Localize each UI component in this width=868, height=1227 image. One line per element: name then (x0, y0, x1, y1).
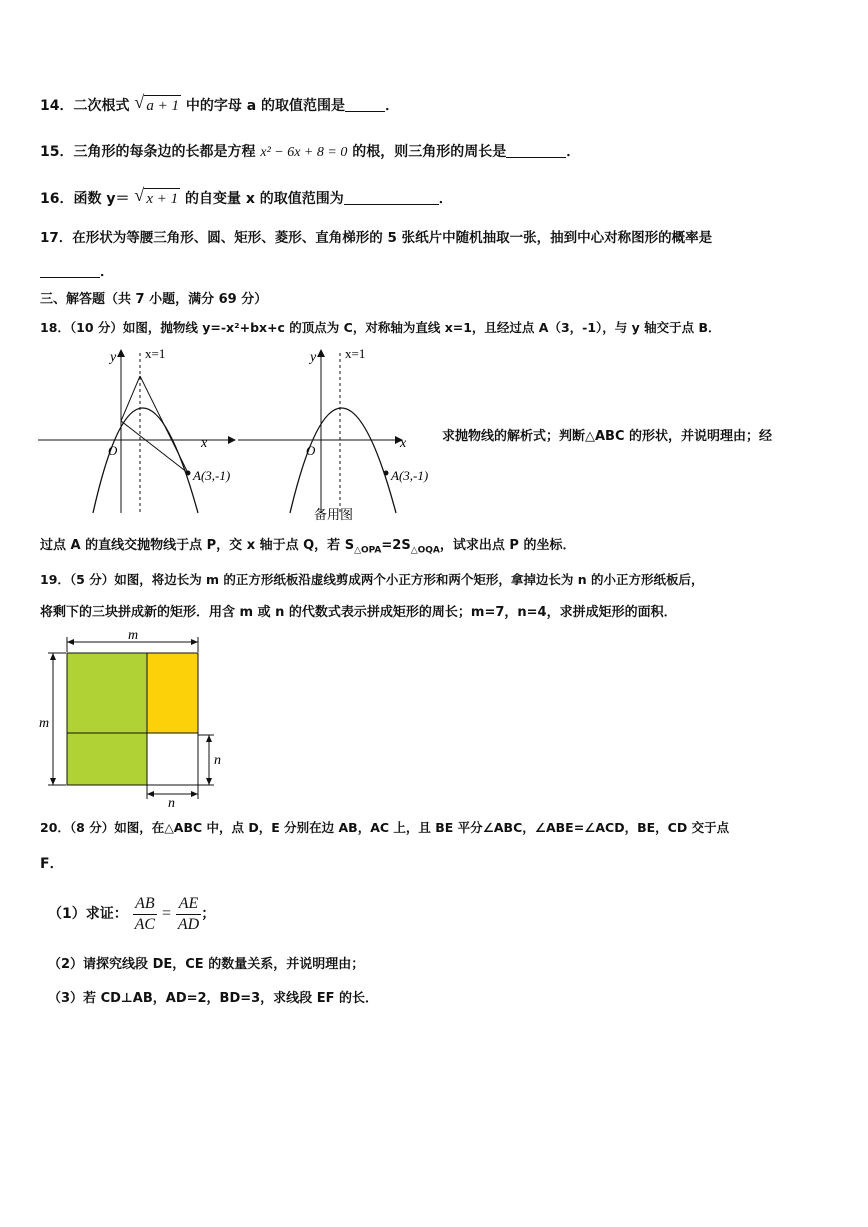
backup-caption: 备用图 (314, 507, 354, 522)
arrow-down-icon (50, 778, 56, 785)
origin-label: O (306, 443, 316, 458)
answer-blank (344, 190, 439, 205)
question-20-line1: 20．（8 分）如图，在△ABC 中，点 D，E 分别在边 AB，AC 上，且 BE 平分∠ABC，∠ABE=∠ACD，BE，CD 交于点 (40, 820, 730, 835)
question-14: 14．二次根式 √ a + 1 中的字母 a 的取值范围是 ． (40, 92, 400, 114)
fraction-ab-ac: $\frac{AB}{AC}$ (134, 894, 156, 933)
equation: x² − 6x + 8 = 0 (260, 145, 348, 160)
arrow-up-icon (206, 735, 212, 742)
arrow-up-icon (50, 653, 56, 660)
y-arrow-icon (317, 349, 325, 357)
point-a-label: A(3,-1) (391, 468, 429, 483)
question-18-side-text: 求抛物线的解析式；判断△ABC 的形状，并说明理由；经 (442, 429, 773, 444)
m-top-label: m (128, 628, 139, 643)
segment-ca (140, 376, 188, 473)
point-a-label: A(3,-1) (193, 468, 231, 483)
origin-label: O (108, 443, 118, 458)
q18-parabola-figures (38, 343, 448, 523)
n-bottom-label: n (168, 796, 175, 810)
question-17: 17．在形状为等腰三角形、圆、矩形、菱形、直角梯形的 5 张纸片中随机抽取一张，抽到中心对称图形的概率是 (40, 230, 713, 246)
yellow-rectangle (147, 653, 198, 733)
question-19-line1: 19．（5 分）如图，将边长为 m 的正方形纸板沿虚线剪成两个小正方形和两个矩形，拿掉边长为 n 的小正方形纸板后， (40, 572, 704, 587)
fraction-ae-ad: $\frac{AE}{AD}$ (177, 894, 200, 933)
arrow-right-icon (191, 639, 198, 645)
question-16: 16．函数 y＝ √ x + 1 的自变量 x 的取值范围为 ． (40, 185, 453, 207)
parabola (290, 408, 396, 513)
point-a (186, 471, 191, 476)
y-arrow-icon (117, 349, 125, 357)
sqrt-expression: √ x + 1 (134, 185, 179, 207)
question-20-part3: （3）若 CD⊥AB，AD=2，BD=3，求线段 EF 的长． (48, 991, 378, 1006)
question-15: 15．三角形的每条边的长都是方程 x² − 6x + 8 = 0 的根，则三角形的周长是 ． (40, 144, 581, 160)
point-a (384, 471, 389, 476)
m-left-label: m (39, 716, 50, 731)
axis-label: x=1 (145, 346, 166, 361)
question-18-line3: 过点 A 的直线交抛物线于点 P，交 x 轴于点 Q，若 $S_{\triangle OPA}=2S_{\triangle OQA}$，试求出点 P 的坐标． (40, 538, 576, 556)
q19-square-figure (38, 625, 228, 810)
question-20-part2: （2）请探究线段 DE，CE 的数量关系，并说明理由； (48, 957, 365, 972)
green-square (67, 653, 147, 733)
arrow-left-icon (147, 791, 154, 797)
question-17-blank-line: ． (40, 262, 114, 282)
segment-ba (121, 421, 188, 473)
answer-blank (40, 263, 100, 278)
question-20-part1: （1）求证： $\frac{AB}{AC}$ = $\frac{AE}{AD}$ ； (48, 894, 216, 933)
removed-small-square (147, 733, 198, 785)
arrow-right-icon (191, 791, 198, 797)
arrow-down-icon (206, 778, 212, 785)
x-label: x (201, 436, 208, 451)
x-label: x (400, 436, 407, 451)
figure-backup (238, 346, 428, 522)
x-arrow-icon (228, 436, 236, 444)
sqrt-expression: √ a + 1 (134, 92, 179, 114)
green-rectangle (67, 733, 147, 785)
axis-label: x=1 (345, 346, 366, 361)
question-18-line1: 18．（10 分）如图，抛物线 y=-x²+bx+c 的顶点为 C，对称轴为直线 x=1，且经过点 A（3，-1），与 y 轴交于点 B． (40, 320, 721, 335)
section-title: 三、解答题（共 7 小题，满分 69 分） (40, 292, 268, 307)
figure-main (38, 346, 236, 513)
arrow-left-icon (67, 639, 74, 645)
y-label: y (310, 350, 317, 365)
question-19-line2: 将剩下的三块拼成新的矩形．用含 m 或 n 的代数式表示拼成矩形的周长；m=7，n=4，求拼成矩形的面积． (40, 605, 677, 620)
question-20-line2: F． (40, 856, 64, 872)
answer-blank (506, 143, 566, 158)
n-right-label: n (214, 753, 221, 768)
equals-sign: = (161, 905, 171, 922)
y-label: y (110, 350, 117, 365)
answer-blank (345, 97, 385, 112)
